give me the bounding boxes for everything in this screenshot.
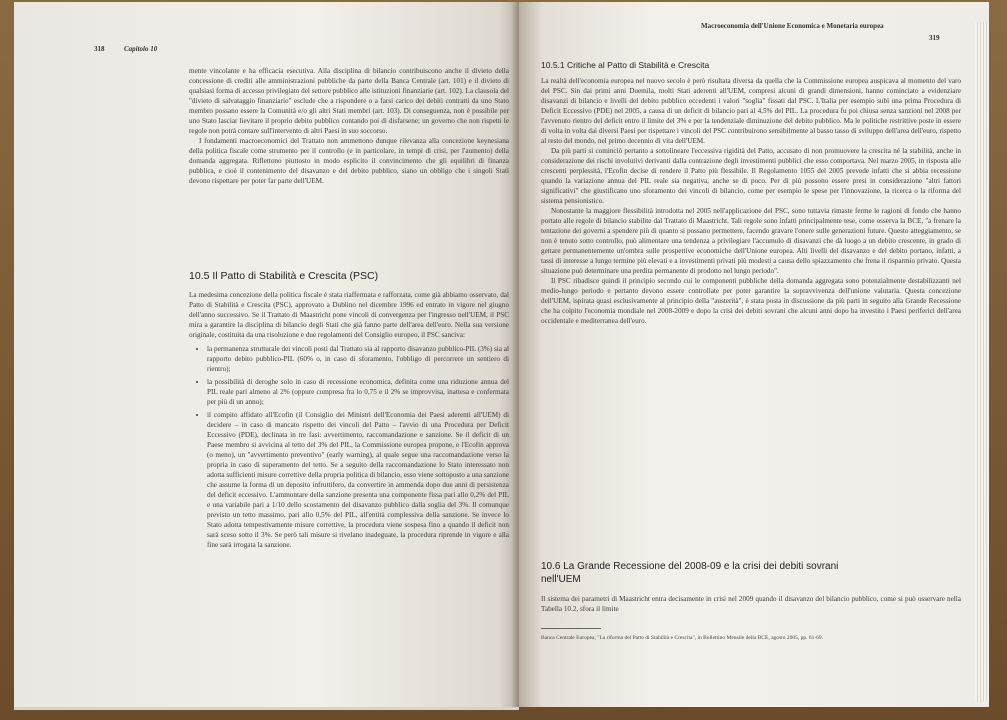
page-stack-edge [975,22,989,702]
left-running-head: Capitolo 10 [124,45,158,53]
right-paragraph-1: La realtà dell'economia europea nel nuovo secolo è però risultata diversa da quella che la Commissione europea auspicava al momento del varo del PSC. Sin dai primi anni Duemila, molti Stati aderenti all'UEM, compresi alcuni di grandi dimensioni, hanno cominciato a evidenziare disavanzi di bilancio e livelli del debito pubblico eccedenti i valori "soglia" fissati dal PSC. L'Italia per esempio subì una prima Procedura di Deficit Eccessivo (PDE) nel 2005, a causa di un deficit di bilancio pari al 4,5% del PIL. La procedura fu poi chiusa senza sanzioni nel 2008 per l'avvenuto rientro del deficit entro il limite del 3% e per la tendenziale diminuzione del debito pubblico. Ma le politiche restrittive poste in essere di volta in volta dai diversi Paesi per rispettare i vincoli del PSC contribuirono sensibilmente al basso tasso di sviluppo dell'area dell'euro, rispetto al resto del mondo, nel primo decennio di vita dell'UEM. [541,77,961,145]
right-running-head: Macroeconomia dell'Unione Economica e Monetaria europea [701,22,884,30]
right-section-title: 10.6 La Grande Recessione del 2008-09 e la crisi dei debiti sovrani nell'UEM [541,561,839,585]
right-subsection-title: 10.5.1 Critiche al Patto di Stabilità e Crescita [541,60,710,70]
right-paragraph-4: Il PSC ribadisce quindi il principio secondo cui le componenti pubbliche della domanda aggregata sono potenzialmente destabilizzanti nel medio-lungo periodo e pertanto devono essere controllate per poter garantire la sopravvivenza dell'unione valutaria. Questa concezione dell'UEM, ispirata quasi esclusivamente al principio della "austerità", è stata posta in discussione da più parti in seguito alla Grande Recessione che ha colpito l'economia mondiale nel 2008-2009 e dopo la crisi dei debiti sovrani che alcuni anni dopo ha investito i Paesi periferici dell'area occidentale e mediterranea dell'euro. [541,277,961,325]
right-text-block [541,76,961,326]
left-page [14,2,519,710]
left-section-paragraph: La medesima concezione della politica fiscale è stata riaffermata e rafforzata, come già abbiamo osservato, dal Patto di Stabilità e Crescita (PSC), approvato a Dublino nel dicembre 1996 ed entrato in vigore nel giugno dell'anno successivo. Se il Trattato di Maastricht pone vincoli di convergenza per l'ingresso nell'UEM, il PSC mira a garantire la disciplina di bilancio degli Stati che già fanno parte dell'area dell'euro. Nella sua versione originale, costituita da una risoluzione e due regolamenti del Consiglio europeo, il PSC sanciva: [189,291,509,339]
left-bullet-list [189,344,509,550]
right-paragraph-3: Nonostante la maggiore flessibilità introdotta nel 2005 nell'applicazione del PSC, sono tuttavia rimaste ferme le ragioni di fondo che hanno portato alle regole di bilancio stabilite dal Trattato di Maastricht. Tali regole sono infatti principalmente tese, come osserva la BCE, "a frenare la tentazione dei governi a spendere più di quanto si possano permettere, facendo gravare l'onere sulle generazioni future. Questo atteggiamento, se non è tenuto sotto controllo, può alimentare una tendenza a privilegiare l'accumulo di disavanzi che dà luogo a un debito crescente, in grado di gettare permanentemente un'ombra sulle prospettive economiche dell'Unione europea. Alti livelli del disavanzo e del debito portano, infatti, a tassi di interesse a lungo termine più elevati e a investimenti privati più modesti a causa dello spiazzamento che frena il risparmio privato. Questa situazione può determinare una perdita permanente di prodotto nel lungo periodo". [541,207,961,275]
bullet-item: • la possibilità di deroghe solo in caso di recessione economica, definita come una riduzione annua del PIL reale pari almeno al 2% (oppure compresa fra lo 0,75 e il 2% se improvvisa, inattesa e confermata per più di un anno); [207,377,509,407]
left-section-title: 10.5 Il Patto di Stabilità e Crescita (PSC) [189,270,379,282]
bullet-item: • la permanenza strutturale dei vincoli posti dal Trattato sia al rapporto disavanzo pubblico-PIL (3%) sia al rapporto debito pubblico-PIL (60% o, in caso di sforamento, l'obbligo di percorrere un sentiero di rientro); [207,344,509,374]
open-book [14,2,1007,712]
left-intro-paragraph: mente vincolante e ha efficacia esecutiva. Alla disciplina di bilancio contribuiscono anche il divieto della concessione di crediti alle amministrazioni pubbliche da parte della Banca Centrale (art. 101) e il divieto di qualsiasi forma di accesso privilegiato del settore pubblico alle istituzioni finanziarie (art. 102). La clausola del "divieto di salvataggio finanziario" esclude che a rispondere o a farsi carico dei debiti contratti da uno Stato membro possano essere la Comunità e/o gli altri Stati membri (art. 103). Di conseguenza, non è possibile per uno Stato lasciar lievitare il proprio debito pubblico contando poi di disfarsene; un governo che non rispetti le regole non potrà contare sull'intervento di altri Paesi in suo soccorso. [189,67,509,135]
right-page [519,2,989,707]
right-section-paragraph: Il sistema dei parametri di Maastricht entra decisamente in crisi nel 2009 quando il disavanzo del bilancio pubblico, come si può osservare nella Tabella 10.2, sfora il limite [541,595,961,613]
left-text-block-top [189,66,509,186]
right-page-number: 319 [929,34,940,42]
left-page-number: 318 [94,45,105,53]
right-paragraph-2: Da più parti si cominciò pertanto a sottolineare l'eccessiva rigidità del Patto, accusato di non promuovere la crescita né la stabilità, anche in considerazione dei rischi involutivi derivanti dalla contrazione degli investimenti pubblici che esso comportava. Nel marzo 2005, in risposta alle crescenti perplessità, l'Ecofin decise di rendere il Patto più flessibile. Il Regolamento 1055 del 2005 prevede infatti che si abbia recessione quando la variazione annua del PIL reale sia negativa, anche se di poco. Per di più possono essere presi in considerazione "altri fattori significativi" che giustificano uno sforamento dei vincoli di bilancio, come per esempio le spese per l'innovazione, la ricerca o la riforma del sistema pensionistico. [541,147,961,205]
bullet-item: • il compito affidato all'Ecofin (il Consiglio dei Ministri dell'Economia dei Paesi aderenti all'UEM) di decidere – in caso di mancato rispetto dei vincoli del Patto – l'avvio di una Procedura per Deficit Eccessivo (PDE), declinata in tre fasi: avvertimento, raccomandazione e sanzione. Se il deficit di un Paese membro si avvicina al tetto del 3% del PIL, la Commissione europea propone, e l'Ecofin approva (o meno), un "avvertimento preventivo" (early warning), al quale segue una raccomandazione verso la propria in caso di superamento del tetto. Se a seguito della raccomandazione lo Stato interessato non adotta sufficienti misure correttive della propria politica di bilancio, esso viene sottoposto a una sanzione che assume la forma di un deposito infruttifero, da convertire in ammenda dopo due anni di persistenza del deficit eccessivo. L'ammontare della sanzione presenta una componente fissa pari allo 0,2% del PIL e una variabile pari a 1/10 dello scostamento del disavanzo pubblico dalla soglia del 3%. Il comunque previsto un tetto massimo, pari allo 0,5% del PIL, all'entità complessiva della sanzione. Se invece lo Stato adotta tempestivamente misure correttive, la procedura viene sospesa fino a quando il deficit non sarà sceso sotto il 3%. Se però tali misure si rivelano inadeguate, la procedura riprende in vigore e alla fine sarà irrogata la sanzione. [207,410,509,550]
left-second-paragraph: I fondamenti macroeconomici del Trattato non ammettono dunque rilevanza alla concezione keynesiana della politica fiscale come strumento per il controllo (e in particolare, in tempi di crisi, per l'aumento) della domanda aggregata. Riflettono piuttosto in modo esplicito il convincimento che gli equilibri di finanza pubblica, e cioè il contenimento del disavanzo e del debito pubblico, siano un obbligo che i singoli Stati devono rispettare per poter far parte dell'UEM. [189,137,509,185]
footnote-rule [541,628,601,629]
left-text-block-bottom [189,290,509,553]
footnote: Banca Centrale Europea, "La riforma del Patto di Stabilità e Crescita", in Bollettino Mensile della BCE, agosto 2005, pp. 61-69. [541,635,824,641]
